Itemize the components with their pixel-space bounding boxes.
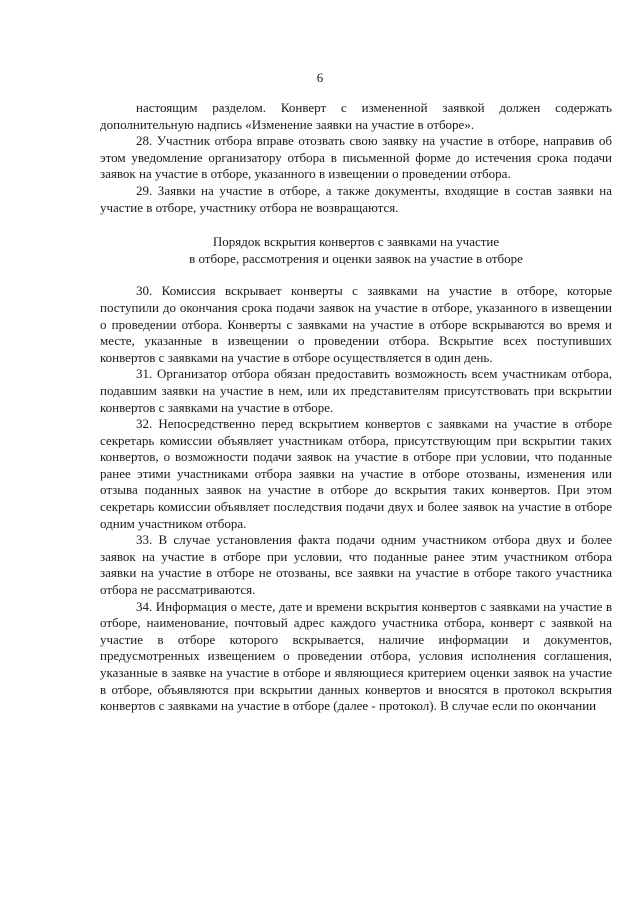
paragraph-31: 31. Организатор отбора обязан предоставить возможность всем участникам отбора, подавшим заявки на участие в нем, или их представителям присутствовать при вскрытии конвертов с заявками на участие в отборе. [100, 366, 612, 415]
paragraph-34: 34. Информация о месте, дате и времени вскрытия конвертов с заявками на участие в отборе, наименование, почтовый адрес каждого участника отбора, конверт с заявкой на участие в отборе которого вскрывается, наличие информации и документов, предусмотренных извещением о проведении отбора, условия исполнения соглашения, указанные в заявке на участие в отборе и являющиеся критерием оценки заявок на участие в отборе, объявляются при вскрытии данных конвертов и вносятся в протокол вскрытия конвертов с заявками на участие в отборе (далее - протокол). В случае если по окончании [100, 598, 612, 714]
page-number: 6 [316, 70, 324, 85]
section-heading-line-2: в отборе, рассмотрения и оценки заявок на участие в отборе [189, 250, 523, 266]
paragraph-continuation: настоящим разделом. Конверт с измененной заявкой должен содержать дополнительную надпись «Изменение заявки на участие в отборе». [100, 100, 612, 132]
document-body [100, 100, 612, 715]
paragraph-33: 33. В случае установления факта подачи одним участником отбора двух и более заявок на участие в отборе при условии, что поданные ранее этим участником отбора заявки на участие в отборе не отозваны, все заявки на участие в отборе такого участника отбора не рассматриваются. [100, 532, 612, 598]
paragraph-30: 30. Комиссия вскрывает конверты с заявками на участие в отборе, которые поступили до окончания срока подачи заявок на участие в отборе, указанного в извещении о проведении отбора. Конверты с заявками на участие в отборе вскрываются во время и месте, указанные в извещении о проведении отбора. Вскрытие всех поступивших конвертов с заявками на участие в отборе осуществляется в один день. [100, 283, 612, 365]
section-heading [100, 234, 612, 267]
paragraph-28: 28. Участник отбора вправе отозвать свою заявку на участие в отборе, направив об этом уведомление организатору отбора в письменной форме до истечения срока подачи заявок на участие в отборе, указанного в извещении о проведении отбора. [100, 133, 612, 182]
paragraph-29: 29. Заявки на участие в отборе, а также документы, входящие в состав заявки на участие в отборе, участнику отбора не возвращаются. [100, 182, 612, 215]
section-heading-line-1: Порядок вскрытия конвертов с заявками на участие [212, 234, 500, 250]
paragraph-32: 32. Непосредственно перед вскрытием конвертов с заявками на участие в отборе секретарь комиссии объявляет участникам отбора, присутствующим при вскрытии таких конвертов, о возможности подачи заявок на участие в отборе при условии, что поданные ранее этими участниками отбора заявки на участие в отборе отозваны, изменения или отзыва поданных заявок на участие в отборе до вскрытия таких конвертов. При этом секретарь комиссии объявляет последствия подачи двух и более заявок на участие в отборе одним участником отбора. [100, 416, 612, 531]
